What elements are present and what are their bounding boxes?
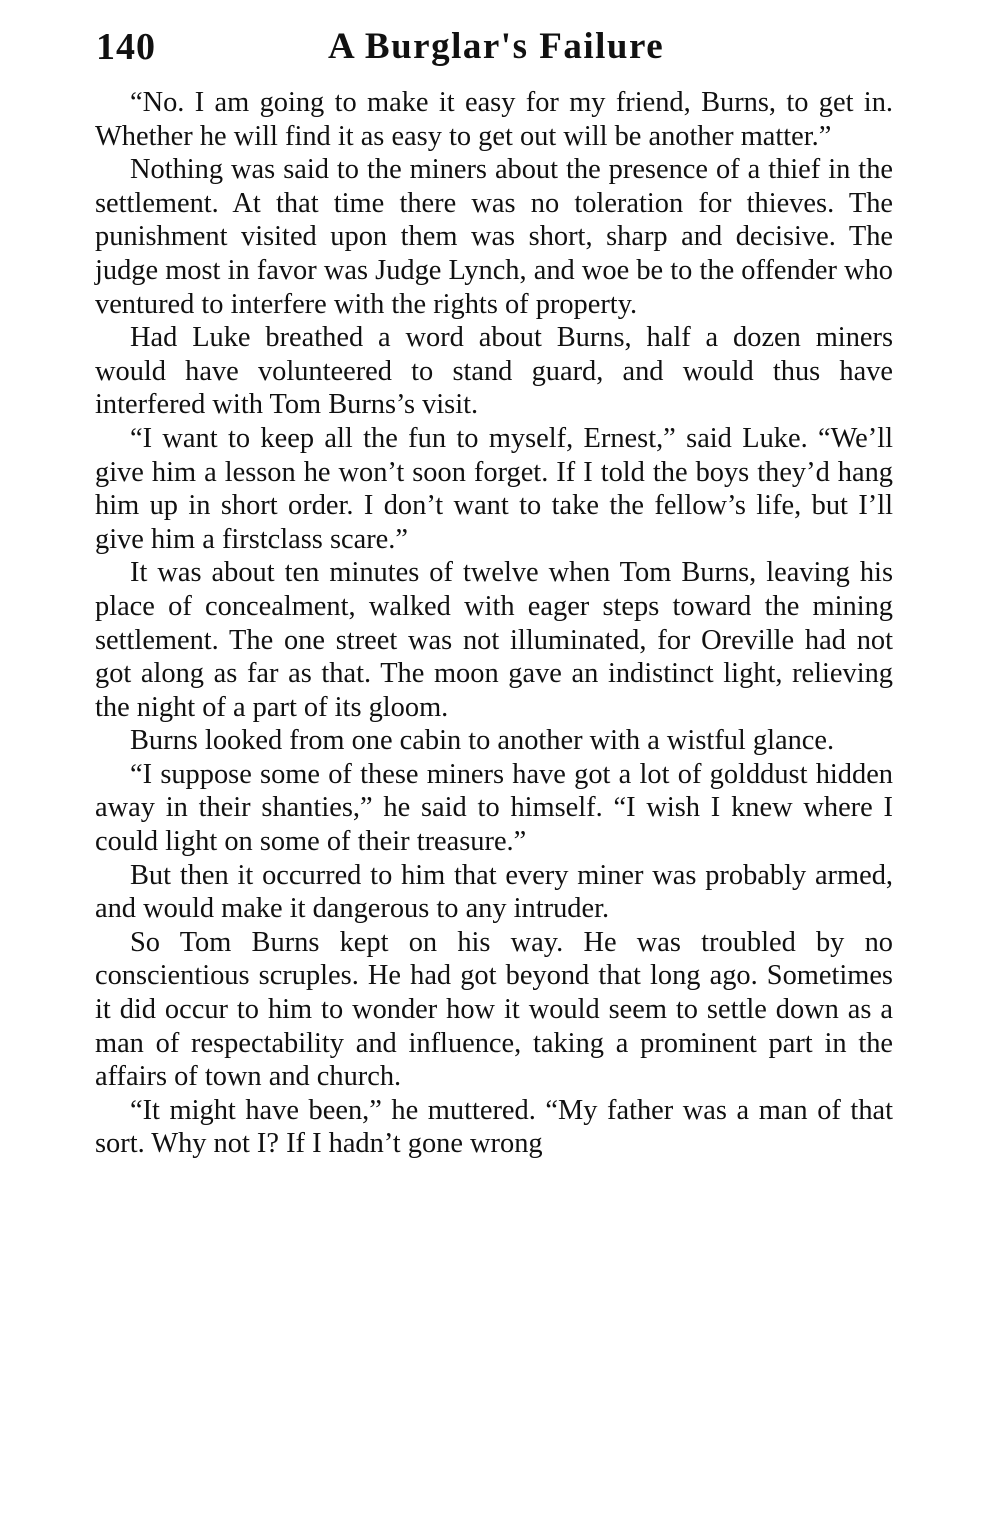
paragraph: “It might have been,” he muttered. “My father was a man of that sort. Why not I? If I hadn’t gone wrong — [95, 1094, 893, 1160]
paragraph: So Tom Burns kept on his way. He was troubled by no conscientious scruples. He had got beyond that long ago. Sometimes it did occur to him to wonder how it would seem to settle down as a man of respectability and influence, taking a prominent part in the affairs of town and church. — [95, 926, 893, 1093]
paragraph: “No. I am going to make it easy for my friend, Burns, to get in. Whether he will find it as easy to get out will be another matter.” — [95, 87, 893, 152]
paragraph: But then it occurred to him that every miner was probably armed, and would make it dangerous to any intruder. — [95, 859, 893, 925]
paragraph: It was about ten minutes of twelve when Tom Burns, leaving his place of concealment, walked with eager steps toward the mining settlement. The one street was not illuminated, for Oreville had not got along as far as that. The moon gave an indistinct light, relieving the night of a part of its gloom. — [95, 557, 893, 723]
body-text — [95, 86, 893, 1161]
paragraph: Had Luke breathed a word about Burns, half a dozen miners would have volunteered to stand guard, and would thus have interfered with Tom Burns’s visit. — [95, 322, 893, 421]
running-head — [96, 22, 896, 72]
paragraph: “I want to keep all the fun to myself, Ernest,” said Luke. “We’ll give him a lesson he won’t soon forget. If I told the boys they’d hang him up in short order. I don’t want to take the fellow’s life, but I’ll give him a firstclass scare.” — [95, 422, 893, 555]
page-number: 140 — [96, 26, 156, 68]
paragraph: “I suppose some of these miners have got a lot of golddust hidden away in their shanties,” he said to himself. “I wish I knew where I could light on some of their treasure.” — [95, 758, 893, 858]
paragraph: Burns looked from one cabin to another with a wistful glance. — [130, 725, 835, 757]
running-title: A Burglar's Failure — [328, 26, 665, 67]
paragraph: Nothing was said to the miners about the presence of a thief in the settlement. At that time there was no toleration for thieves. The punishment visited upon them was short, sharp and decisive. The judge most in favor was Judge Lynch, and woe be to the offender who ventured to interfere with the rights of property. — [95, 154, 893, 320]
